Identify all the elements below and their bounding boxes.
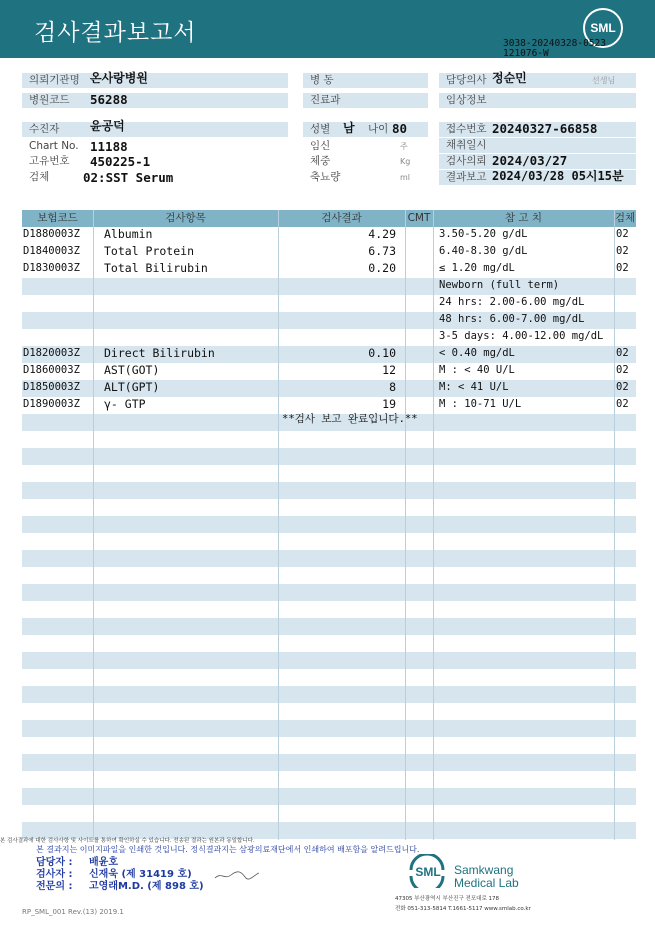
signer-name: 고영래M.D. (제 898 호) bbox=[89, 881, 204, 892]
row-reference: Newborn (full term) bbox=[439, 279, 560, 291]
urine-label: 축뇨량 bbox=[310, 171, 341, 183]
signer-name: 신재욱 (제 31419 호) bbox=[89, 869, 192, 880]
row-result: 8 bbox=[389, 380, 396, 394]
row-specimen: 02 bbox=[616, 262, 629, 274]
signature-icon bbox=[213, 868, 261, 882]
table-row bbox=[22, 328, 636, 345]
row-specimen: 02 bbox=[616, 381, 629, 393]
row-stripe bbox=[22, 686, 636, 703]
table-row bbox=[22, 379, 636, 396]
row-code: D1890003Z bbox=[23, 398, 80, 410]
logo-text: SML bbox=[590, 21, 616, 35]
row-result: 12 bbox=[382, 363, 396, 377]
header-result: 검사결과 bbox=[321, 212, 362, 224]
table-row bbox=[22, 345, 636, 362]
row-reference: M : < 40 U/L bbox=[439, 364, 515, 376]
doctor-label: 담당의사 bbox=[439, 73, 636, 88]
table-row bbox=[22, 277, 636, 294]
form-id: RP_SML_001 Rev.(13) 2019.1 bbox=[22, 908, 124, 916]
table-row bbox=[22, 311, 636, 328]
receipt-no-label: 접수번호 bbox=[439, 122, 636, 137]
row-code: D1880003Z bbox=[23, 228, 80, 240]
row-specimen: 02 bbox=[616, 228, 629, 240]
row-stripe bbox=[22, 482, 636, 499]
receipt-no-value: 20240327-66858 bbox=[492, 121, 598, 136]
row-item: Total Protein bbox=[104, 244, 195, 258]
doc-number: 3038-20240328-0523 bbox=[503, 38, 606, 49]
signer-role: 담당자 : bbox=[36, 857, 73, 868]
row-specimen: 02 bbox=[616, 245, 629, 257]
row-code: D1840003Z bbox=[23, 245, 80, 257]
lab-name bbox=[454, 864, 519, 890]
pregnancy-label: 임신 bbox=[310, 140, 331, 152]
age-value: 80 bbox=[392, 121, 408, 136]
report-title: 검사결과보고서 bbox=[34, 20, 197, 46]
table-row bbox=[22, 362, 636, 379]
signer-role: 전문의 : bbox=[36, 881, 73, 892]
weight-label: 체중 bbox=[310, 155, 331, 167]
row-reference: ≤ 1.20 mg/dL bbox=[439, 262, 515, 274]
hospital-label: 의뢰기관명 bbox=[22, 73, 288, 88]
hospital-value: 온사랑병원 bbox=[90, 71, 148, 85]
row-reference: 3-5 days: 4.00-12.00 mg/dL bbox=[439, 330, 604, 342]
lab-name-line-2: Medical Lab bbox=[454, 876, 519, 890]
lab-contact: 전화 051-313-5814 T.1661-5117 www.smlab.co.kr bbox=[395, 906, 531, 912]
doc-number-suffix: 121076-W bbox=[503, 48, 549, 59]
row-stripe bbox=[22, 754, 636, 771]
sex-age-row bbox=[303, 122, 428, 137]
row-stripe bbox=[22, 550, 636, 567]
row-code: D1820003Z bbox=[23, 347, 80, 359]
row-code: D1860003Z bbox=[23, 364, 80, 376]
row-reference: 24 hrs: 2.00-6.00 mg/dL bbox=[439, 296, 585, 308]
request-date-value: 2024/03/27 bbox=[492, 153, 568, 168]
id-no-label: 고유번호 bbox=[29, 155, 70, 167]
patient-name-value: 윤공덕 bbox=[90, 119, 125, 133]
row-item: ALT(GPT) bbox=[104, 380, 160, 394]
weight-unit: Kg bbox=[400, 157, 411, 166]
row-stripe bbox=[22, 584, 636, 601]
table-row bbox=[22, 226, 636, 243]
row-stripe bbox=[22, 516, 636, 533]
table-row bbox=[22, 243, 636, 260]
report-date-value: 2024/03/28 05시15분 bbox=[492, 169, 624, 183]
pregnancy-unit: 주 bbox=[400, 142, 408, 151]
chart-no-value: 11188 bbox=[90, 139, 128, 154]
row-reference: M: < 41 U/L bbox=[439, 381, 509, 393]
row-item: Direct Bilirubin bbox=[104, 346, 215, 360]
header-item: 검사항목 bbox=[165, 212, 206, 224]
specimen-label: 검체 bbox=[29, 171, 50, 183]
table-row bbox=[22, 294, 636, 311]
id-no-value: 450225-1 bbox=[90, 154, 151, 169]
clinical-info-label: 임상정보 bbox=[439, 93, 636, 108]
hospital-code-label: 병원코드 bbox=[22, 93, 288, 108]
chart-no-label: Chart No. bbox=[29, 140, 79, 152]
row-code: D1850003Z bbox=[23, 381, 80, 393]
row-reference: M : 10-71 U/L bbox=[439, 398, 522, 410]
row-reference: 3.50-5.20 g/dL bbox=[439, 228, 528, 240]
row-item: Total Bilirubin bbox=[104, 261, 208, 275]
row-reference: 48 hrs: 6.00-7.00 mg/dL bbox=[439, 313, 585, 325]
row-stripe bbox=[22, 788, 636, 805]
report-header bbox=[0, 0, 655, 58]
specimen-value: 02:SST Serum bbox=[83, 170, 174, 185]
fine-print: 본 검사결과에 대한 검사사항 및 사이트를 통하여 확인하실 수 있습니다. 전송된 결과는 원본과 동일합니다. bbox=[0, 838, 255, 844]
lab-name-line-1: Samkwang bbox=[454, 863, 514, 877]
lab-address: 47305 부산광역시 부산진구 전포대로 178 bbox=[395, 896, 500, 902]
ward-label: 병 동 bbox=[303, 73, 428, 88]
table-row bbox=[22, 260, 636, 277]
row-item: Albumin bbox=[104, 227, 153, 241]
patient-name-label: 수진자 bbox=[22, 122, 288, 137]
row-stripe bbox=[22, 618, 636, 635]
header-specimen: 검체 bbox=[614, 212, 636, 224]
row-stripe bbox=[22, 448, 636, 465]
collection-label: 채취일시 bbox=[439, 138, 636, 153]
report-date-label: 결과보고 bbox=[439, 170, 636, 185]
hospital-code-value: 56288 bbox=[90, 92, 128, 107]
row-reference: 6.40-8.30 g/dL bbox=[439, 245, 528, 257]
signer-name: 배윤호 bbox=[89, 857, 118, 868]
row-result: 6.73 bbox=[368, 244, 396, 258]
row-specimen: 02 bbox=[616, 364, 629, 376]
request-date-label: 검사의뢰 bbox=[439, 154, 636, 169]
row-result: 19 bbox=[382, 397, 396, 411]
row-specimen: 02 bbox=[616, 398, 629, 410]
header-reference: 참 고 치 bbox=[504, 212, 543, 224]
urine-unit: ml bbox=[400, 173, 411, 182]
signer-role: 검사자 : bbox=[36, 869, 73, 880]
age-label: 나이 bbox=[368, 123, 389, 135]
doctor-value: 정순민 bbox=[492, 71, 527, 85]
row-result: 0.10 bbox=[368, 346, 396, 360]
sex-label: 성별 bbox=[310, 123, 331, 135]
row-reference: < 0.40 mg/dL bbox=[439, 347, 515, 359]
row-stripe bbox=[22, 720, 636, 737]
row-result: 0.20 bbox=[368, 261, 396, 275]
row-stripe bbox=[22, 652, 636, 669]
row-result: 4.29 bbox=[368, 227, 396, 241]
lab-logo-text: SML bbox=[415, 865, 441, 879]
row-specimen: 02 bbox=[616, 347, 629, 359]
header-cmt: CMT bbox=[407, 212, 431, 224]
report-complete-note: **검사 보고 완료입니다.** bbox=[282, 413, 418, 425]
header-code: 보험코드 bbox=[37, 212, 78, 224]
image-copy-notice: 본 결과지는 이미지파일을 인쇄한 것입니다. 정식결과지는 삼광의료재단에서 인쇄하여 배포함을 알려드립니다. bbox=[36, 845, 420, 854]
row-item: AST(GOT) bbox=[104, 363, 160, 377]
row-item: γ- GTP bbox=[104, 397, 146, 411]
doctor-suffix: 선생님 bbox=[592, 76, 616, 85]
dept-label: 진료과 bbox=[303, 93, 428, 108]
row-code: D1830003Z bbox=[23, 262, 80, 274]
sex-value: 남 bbox=[343, 121, 355, 135]
